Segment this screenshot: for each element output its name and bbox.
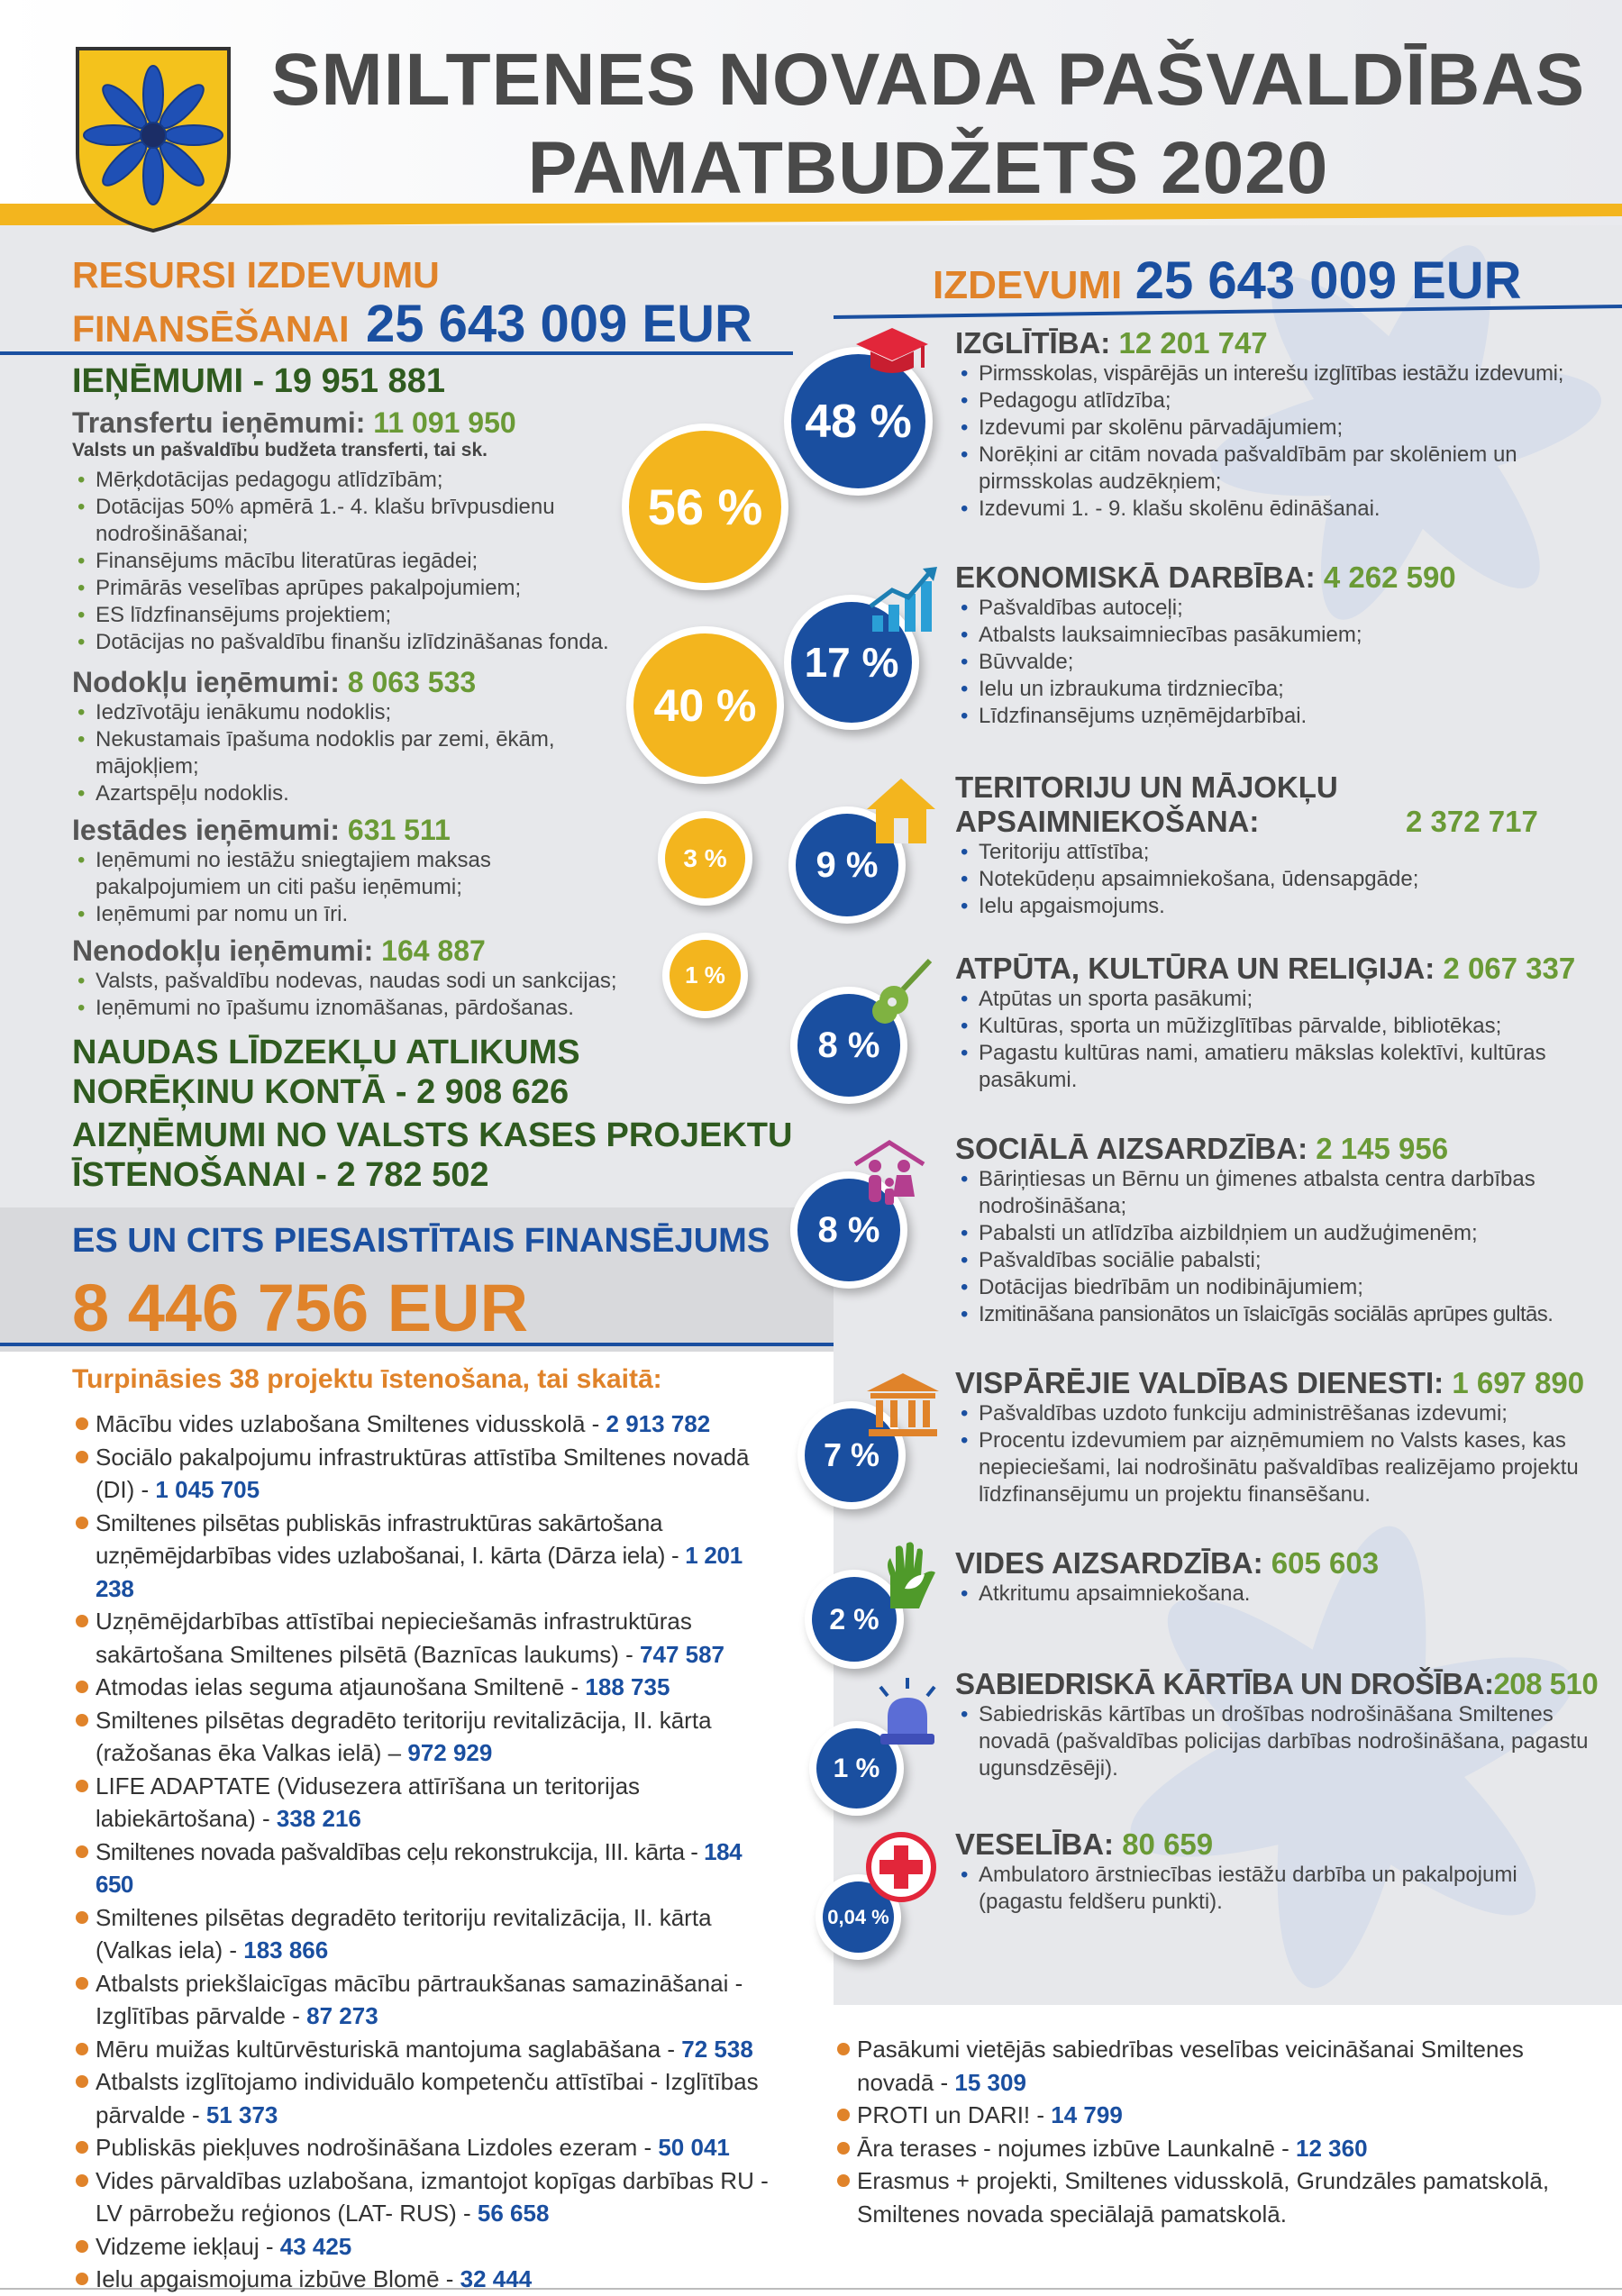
project-item [72,1901,775,1967]
list-item: • Sabiedriskās kārtības un drošības nodrošināšana Smiltenes novadā (pašvaldības policijas darbības nodrošināšana, pagastu ugunsdzēsēji). [955,1701,1604,1782]
project-text: Publiskās piekļuves nodrošināšana Lizdoles ezeram - [96,2134,659,2161]
section-amount: 12 201 747 [1118,326,1268,360]
list-item: • Pedagogu atlīdzība; [955,387,1604,415]
project-amount: 51 373 [205,2100,278,2128]
section-list [955,1166,1604,1328]
green-hand-icon [872,1536,948,1612]
section-title: TERITORIJU UN MĀJOKĻU APSAIMNIEKOŠANA: [955,770,1338,838]
project-amount: 87 273 [306,2002,378,2029]
project-amount: 338 216 [276,1805,361,1832]
resources-heading [72,252,811,365]
section-list [955,1862,1604,1916]
transfers-percent-circle: 56 % [622,424,788,590]
project-text: Sociālo pakalpojumu infrastruktūras attīstība Smiltenes novadā (DI) - [96,1443,750,1503]
list-item: • Atkritumu apsaimniekošana. [955,1581,1604,1608]
project-amount: 972 929 [407,1739,493,1766]
section-title: SABIEDRISKĀ KĀRTĪBA UN DROŠĪBA: [955,1667,1494,1700]
project-item [834,2132,1554,2165]
project-item [72,1671,775,1704]
list-item: • ES līdzfinansējums projektiem; [72,602,613,629]
project-item [834,2033,1554,2099]
section-title: VISPĀRĒJIE VALDĪBAS DIENESTI: [955,1366,1444,1399]
list-item: • Ielu apgaismojums. [955,893,1604,920]
project-text: Ielu apgaismojuma izbūve Blomē - [96,2265,460,2292]
graduation-cap-icon [854,315,930,391]
project-text: Mācību vides uzlabošana Smiltenes vidusskolā - [96,1410,606,1437]
project-item [72,1967,775,2033]
expenses-heading-label: IZDEVUMI [933,263,1123,307]
resources-heading-line-1: RESURSI IZDEVUMU [72,254,440,296]
institutions-list [72,847,631,928]
project-amount: 43 425 [279,2232,352,2260]
section-title: VESELĪBA: [955,1827,1115,1861]
taxes-percent-circle: 40 % [626,626,784,784]
nontax-percent-circle: 1 % [662,933,748,1018]
transfers-list [72,467,613,656]
resources-heading-line-2: FINANSĒŠANAI [72,308,350,350]
section-list [955,986,1604,1094]
project-amount: 32 444 [460,2265,533,2292]
section-title: SOCIĀLĀ AIZSARDZĪBA: [955,1132,1308,1165]
eu-projects-list [72,1408,775,2296]
health-percent-circle: 0,04 % [816,1874,901,1960]
project-text: Atbalsts priekšlaicīgas mācību pārtraukšanas samazināšanai - Izglītības pārvalde - [96,1969,743,2029]
list-item: • Pirmsskolas, vispārējās un interešu izglītības iestāžu izdevumi; [955,360,1604,387]
eu-projects-list-continued [834,2033,1554,2230]
nontax-title: Nenodokļu ieņēmumi: [72,934,374,967]
nontax-block [72,934,649,1022]
section-amount: 1 697 890 [1452,1366,1585,1399]
list-item: • Pašvaldības autoceļi; [955,595,1604,622]
nontax-amount: 164 887 [381,934,486,967]
title-line-2: PAMATBUDŽETS 2020 [527,127,1329,209]
project-text: Pasākumi vietējās sabiedrības veselības veicināšanai Smiltenes novadā - [857,2036,1524,2096]
section-amount: 80 659 [1122,1827,1214,1861]
section-amount: 2 145 956 [1316,1132,1449,1165]
project-text: Smiltenes pilsētas publiskās infrastruktūras sakārtošana uzņēmējdarbības vides uzlabošanai, I. kārta (Dārza iela) - [96,1508,686,1569]
section-title: EKONOMISKĀ DARBĪBA: [955,560,1316,594]
coat-of-arms-logo [72,45,234,234]
project-text: Smiltenes pilsētas degradēto teritoriju revitalizācija, II. kārta (ražošanas ēka Valkas ielā) – [96,1706,712,1766]
project-item [834,2164,1554,2230]
project-item [72,1441,775,1507]
project-amount: 2 913 782 [606,1410,711,1437]
social-section [955,1132,1604,1328]
list-item: • Valsts, pašvaldību nodevas, naudas sodi un sankcijas; [72,968,649,995]
list-item: • Atpūtas un sporta pasākumi; [955,986,1604,1013]
territory-percent-circle: 9 % [788,806,906,924]
list-item: • Notekūdeņu apsaimniekošana, ūdensapgāde; [955,866,1604,893]
list-item: • Bāriņtiesas un Bērnu un ģimenes atbalsta centra darbības nodrošināšana; [955,1166,1604,1220]
list-item: • Izdevumi 1. - 9. klašu skolēnu ēdināšanai. [955,496,1604,523]
project-amount: 50 041 [658,2134,730,2161]
section-title: ATPŪTA, KULTŪRA UN RELIĢIJA: [955,952,1435,985]
loans-line-1: AIZŅĒMUMI NO VALSTS KASES PROJEKTU [72,1116,793,1154]
section-title: VIDES AIZSARDZĪBA: [955,1546,1263,1580]
project-item [72,2164,775,2230]
list-item: • Ieņēmumi no iestāžu sniegtajiem maksas pakalpojumiem un citi pašu ieņēmumi; [72,847,582,901]
project-text: PROTI un DARI! - [857,2101,1052,2128]
list-item: • Iedzīvotāju ienākumu nodoklis; [72,699,613,726]
list-item: • Finansējums mācību literatūras iegādei; [72,548,613,575]
section-amount: 2 067 337 [1443,952,1576,985]
project-item [72,1836,775,1901]
list-item: • Mērķdotācijas pedagogu atlīdzībām; [72,467,613,494]
guitar-icon [863,953,939,1029]
environment-section [955,1546,1604,1608]
list-item: • Pašvaldības uzdoto funkciju administrēšanas izdevumi; [955,1400,1604,1427]
list-item: • Dotācijas biedrībām un nodibinājumiem; [955,1274,1604,1301]
project-text: Atbalsts izglītojamo individuālo kompetenču attīstībai - Izglītības pārvalde - [96,2068,759,2128]
eu-subheading: Turpināsies 38 projektu īstenošana, tai skaitā: [72,1364,662,1394]
project-amount: 14 799 [1051,2101,1123,2128]
resources-total: 25 643 009 EUR [365,295,752,353]
transfers-amount: 11 091 950 [373,406,516,439]
public-order-section [955,1667,1604,1782]
project-text: LIFE ADAPTATE (Vidusezera attīrīšana un teritorijas labiekārtošana) - [96,1772,641,1832]
taxes-list [72,699,613,807]
project-text: Vides pārvaldības uzlabošana, izmantojot kopīgas darbības RU - LV pārrobežu reģionos (LAT- RUS) - [96,2166,769,2227]
taxes-title: Nodokļu ieņēmumi: [72,666,340,698]
project-item [72,1507,775,1606]
list-item: • Pabalsti un atlīdzība aizbildņiem un audžuģimenēm; [955,1220,1604,1247]
education-percent-circle: 48 % [784,347,933,496]
project-item [72,2065,775,2131]
taxes-block [72,665,613,807]
section-amount: 208 510 [1493,1667,1599,1700]
project-amount: 1 201 238 [96,1542,743,1602]
taxes-amount: 8 063 533 [347,666,477,698]
project-amount: 56 658 [477,2200,550,2227]
institutions-block [72,813,631,928]
section-list [955,360,1604,523]
treasury-loans [72,1116,829,1195]
list-item: • Pašvaldības sociālie pabalsti; [955,1247,1604,1274]
list-item: • Azartspēļu nodoklis. [72,780,613,807]
transfers-block [72,405,613,656]
house-icon [863,773,939,849]
social-percent-circle: 8 % [790,1171,907,1289]
section-list [955,1581,1604,1608]
section-list [955,1400,1604,1508]
family-icon [852,1137,927,1213]
project-amount: 15 309 [954,2068,1026,2096]
project-text: Smiltenes novada pašvaldības ceļu rekonstrukcija, III. kārta - [96,1837,705,1865]
revenue-title: IEŅĒMUMI - 19 951 881 [72,362,445,400]
cash-line-2: NORĒĶINU KONTĀ - 2 908 626 [72,1073,570,1111]
police-siren-icon [870,1676,945,1752]
project-text: Smiltenes pilsētas degradēto teritoriju revitalizācija, II. kārta (Valkas iela) - [96,1903,712,1963]
institutions-amount: 631 511 [347,814,451,846]
project-amount: 747 587 [640,1640,725,1668]
list-item: • Dotācijas 50% apmērā 1.- 4. klašu brīvpusdienu nodrošināšanai; [72,494,613,548]
nontax-list [72,968,649,1022]
project-amount: 12 360 [1296,2134,1368,2162]
list-item: • Atbalsts lauksaimniecības pasākumiem; [955,622,1604,649]
list-item: • Primārās veselības aprūpes pakalpojumiem; [72,575,613,602]
project-item [72,2033,775,2066]
section-amount: 2 372 717 [1406,805,1538,838]
list-item: • Ambulatoro ārstniecības iestāžu darbība un pakalpojumi (pagastu feldšeru punkti). [955,1862,1604,1916]
health-section [955,1827,1604,1916]
list-item: • Līdzfinansējums uzņēmējdarbībai. [955,703,1604,730]
project-item [72,1408,775,1441]
culture-percent-circle: 8 % [790,987,907,1104]
project-text: Vidzeme iekļauj - [96,2232,280,2260]
institutions-title: Iestādes ieņēmumi: [72,814,340,846]
transfers-subtitle: Valsts un pašvaldību budžeta transferti, tai sk. [72,440,488,460]
cash-balance [72,1033,811,1112]
education-section [955,326,1604,523]
transfers-title: Transfertu ieņēmumi: [72,406,366,439]
expenses-heading [933,251,1522,311]
institutions-percent-circle: 3 % [658,811,752,906]
list-item: • Ielu un izbraukuma tirdzniecība; [955,676,1604,703]
project-item [72,2263,775,2296]
project-text: Āra terases - nojumes izbūve Launkalnē - [857,2134,1297,2162]
expenses-total: 25 643 009 EUR [1134,251,1522,310]
list-item: • Izdevumi par skolēnu pārvadājumiem; [955,415,1604,442]
economic-section [955,560,1604,730]
list-item: • Izmitināšana pansionātos un īslaicīgās sociālās aprūpes gultās. [955,1301,1604,1328]
public-order-percent-circle: 1 % [809,1721,904,1816]
project-item [834,2099,1554,2132]
section-list [955,839,1604,920]
project-amount: 72 538 [681,2035,753,2063]
list-item: • Ieņēmumi no īpašumu iznomāšanas, pārdošanas. [72,995,649,1022]
list-item: • Teritoriju attīstība; [955,839,1604,866]
project-amount: 1 045 705 [155,1476,260,1503]
growth-chart-icon [865,563,941,639]
cash-line-1: NAUDAS LĪDZEKĻU ATLIKUMS [72,1034,580,1071]
project-text: Mēru muižas kultūrvēsturiskā mantojuma saglabāšana - [96,2035,682,2063]
list-item: • Ieņēmumi par nomu un īri. [72,901,631,928]
page-title [270,36,1586,213]
project-text: Atmodas ielas seguma atjaunošana Smiltenē - [96,1673,586,1700]
project-item [72,2230,775,2264]
environment-percent-circle: 2 % [805,1570,904,1669]
list-item: • Dotācijas no pašvaldību finanšu izlīdzināšanas fonda. [72,629,613,656]
list-item: • Norēķini ar citām novada pašvaldībām par skolēniem un pirmsskolas audzēkņiem; [955,442,1604,496]
list-item: • Nekustamais īpašuma nodoklis par zemi, ēkām, mājokļiem; [72,726,613,780]
project-item [72,1704,775,1770]
section-amount: 605 603 [1271,1546,1380,1580]
eu-total: 8 446 756 EUR [72,1271,529,1345]
government-building-icon [865,1370,941,1445]
list-item: • Procentu izdevumiem par aizņēmumiem no Valsts kases, kas nepieciešami, lai nodrošinātu pašvaldības realizējamo projektu līdzfinansējumu un projektu finansēšanu. [955,1427,1604,1508]
project-amount: 188 735 [585,1673,670,1700]
territory-section [955,770,1604,920]
section-list [955,1701,1604,1782]
loans-line-2: ĪSTENOŠANAI - 2 782 502 [72,1156,489,1194]
list-item: • Kultūras, sporta un mūžizglītības pārvalde, bibliotēkas; [955,1013,1604,1040]
economic-percent-circle: 17 % [784,595,919,730]
project-text: Uzņēmējdarbības attīstībai nepieciešamās infrastruktūras sakārtošana Smiltenes pilsētā (Baznīcas laukums) - [96,1608,692,1668]
culture-section [955,952,1604,1094]
list-item: • Būvvalde; [955,649,1604,676]
list-item: • Pagastu kultūras nami, amatieru mākslas kolektīvi, kultūras pasākumi. [955,1040,1604,1094]
project-amount: 184 650 [96,1837,743,1898]
project-amount: 183 866 [243,1936,329,1963]
project-item [72,1605,775,1671]
section-list [955,595,1604,730]
project-item [72,2131,775,2164]
project-item [72,1770,775,1836]
section-amount: 4 262 590 [1323,560,1456,594]
government-percent-circle: 7 % [797,1401,906,1509]
title-line-1: SMILTENES NOVADA PAŠVALDĪBAS [270,39,1586,121]
section-title: IZGLĪTĪBA: [955,326,1111,360]
medical-cross-icon [863,1829,939,1905]
project-text: Erasmus + projekti, Smiltenes vidusskolā, Grundzāles pamatskolā, Smiltenes novada speciālajā pamatskolā. [857,2167,1550,2228]
government-section [955,1366,1604,1508]
eu-heading: ES UN CITS PIESAISTĪTAIS FINANSĒJUMS [72,1222,770,1260]
